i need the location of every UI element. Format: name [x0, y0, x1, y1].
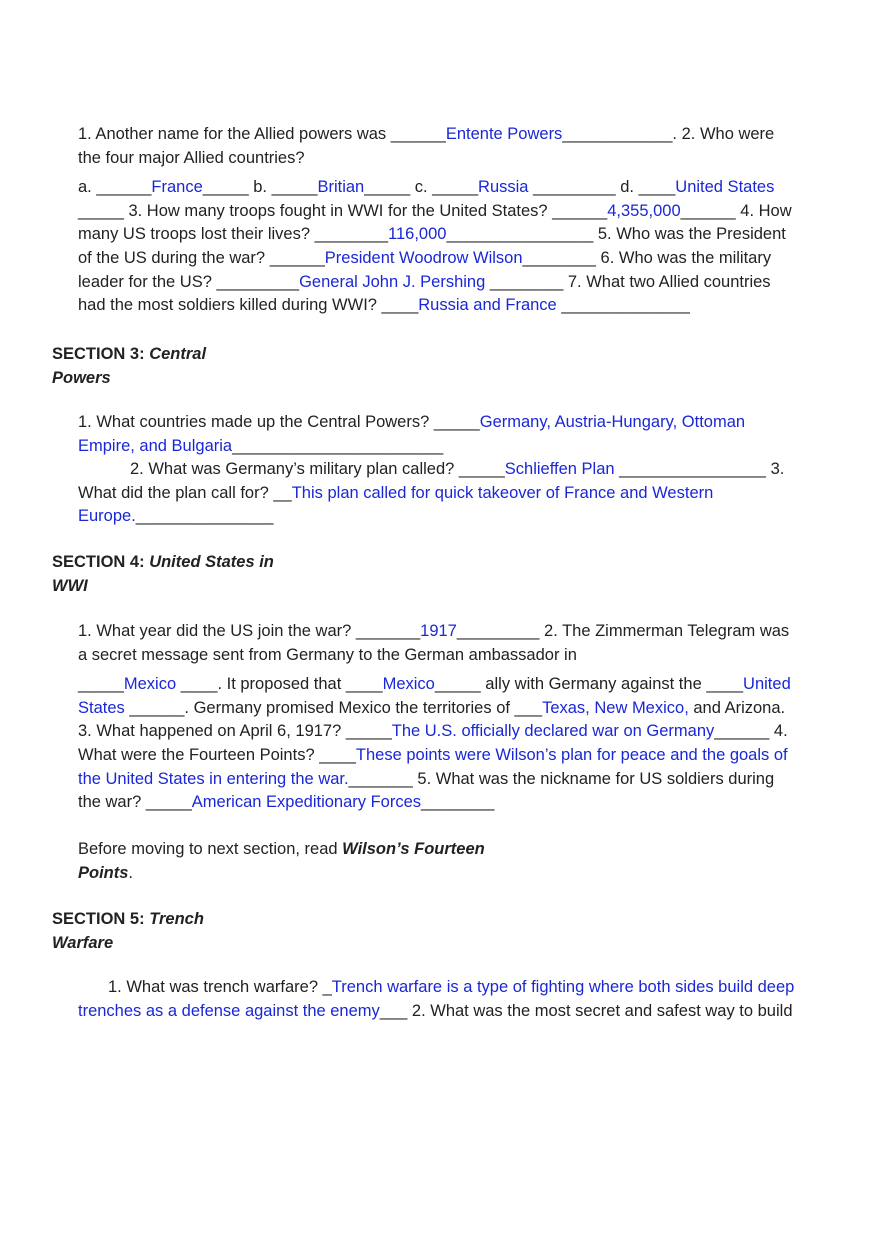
question-line: [78, 697, 828, 721]
answer-text: These points were Wilson’s plan for peace and the goals of: [355, 745, 788, 764]
question-line: [78, 720, 828, 744]
heading-title: Central: [149, 345, 207, 363]
answer-text: Texas, New Mexico,: [542, 698, 689, 717]
section-5-heading: [52, 907, 352, 955]
question-line: [78, 505, 828, 529]
answer-text: trenches as a defense against the enemy: [78, 1001, 380, 1020]
answer-text: American Expeditionary Forces: [191, 793, 422, 812]
answer-text: Europe.: [78, 507, 136, 526]
question-text: _________ d. ____: [528, 178, 676, 197]
question-text: What were the Fourteen Points? ____: [78, 745, 356, 764]
answer-text: the United States in entering the war.: [78, 769, 349, 788]
question-line: [78, 271, 828, 295]
question-line: [78, 791, 828, 815]
question-line: [78, 1000, 828, 1024]
heading-title: United States in: [149, 553, 274, 571]
question-text: 1. Another name for the Allied powers was ______: [78, 125, 446, 143]
question-text: of the US during the war? ______: [78, 248, 325, 267]
question-line: [78, 411, 828, 435]
question-text: ________________ 3.: [614, 460, 785, 479]
note-title: Points: [78, 863, 129, 882]
answer-text: 4,355,000: [607, 201, 681, 220]
question-text: ________: [421, 793, 495, 812]
us-in-wwi-questions: [78, 620, 828, 815]
answer-text: Russia and France: [418, 296, 557, 315]
question-text: 1. What countries made up the Central Powers? _____: [78, 413, 480, 431]
question-text: ________ 6. Who was the military: [522, 248, 772, 267]
question-text: 1. What was trench warfare? _: [108, 978, 332, 996]
central-powers-questions: [78, 411, 828, 529]
question-line: [78, 673, 828, 697]
question-text: ______ 4.: [714, 722, 788, 741]
answer-text: States: [78, 698, 125, 717]
heading-title: Trench: [149, 910, 204, 928]
question-line: [78, 768, 828, 792]
question-line: [78, 223, 828, 247]
answer-text: Britian: [317, 178, 365, 197]
heading-label: SECTION 4:: [52, 553, 150, 571]
answer-text: Mexico: [123, 675, 177, 694]
question-text: ______________: [556, 296, 690, 315]
heading-title: Powers: [52, 369, 111, 387]
answer-text: Empire, and Bulgaria: [78, 436, 233, 455]
answer-text: Schlieffen Plan: [504, 460, 615, 479]
question-line: [78, 294, 828, 318]
note-line: [78, 838, 828, 862]
question-text: a secret message sent from Germany to the German ambassador in: [78, 645, 577, 664]
question-line: [78, 976, 828, 1000]
question-line: [78, 147, 828, 171]
answer-text: Germany, Austria-Hungary, Ottoman: [479, 413, 746, 431]
question-line: [78, 123, 828, 147]
note-text: Before moving to next section, read: [78, 840, 343, 858]
note-line: [78, 862, 828, 886]
question-text: leader for the US? _________: [78, 272, 300, 291]
question-text: ________ 7. What two Allied countries: [485, 272, 771, 291]
answer-text: Entente Powers: [445, 125, 563, 143]
section-4-heading: [52, 550, 352, 598]
question-text: ________________ 5. Who was the President: [446, 225, 786, 244]
question-text: 2. What was Germany’s military plan called? _____: [130, 460, 505, 479]
question-text: ______. Germany promised Mexico the territories of ___: [124, 698, 543, 717]
trench-warfare-questions: [78, 976, 828, 1023]
answer-text: United: [743, 675, 791, 694]
heading-title: Warfare: [52, 934, 114, 952]
allied-questions: [78, 123, 828, 318]
answer-text: Russia: [478, 178, 529, 197]
question-line: [78, 644, 828, 668]
question-text: _______ 5. What was the nickname for US soldiers during: [348, 769, 775, 788]
note-title: Wilson’s Fourteen: [342, 840, 485, 858]
heading-label: SECTION 5:: [52, 910, 150, 928]
question-line: [78, 247, 828, 271]
answer-text: Mexico: [382, 675, 435, 694]
question-text: _____ c. _____: [364, 178, 479, 197]
question-text: the war? _____: [78, 793, 192, 812]
question-text: the four major Allied countries?: [78, 148, 305, 167]
question-text: _______________: [135, 507, 274, 526]
question-text: _________ 2. The Zimmerman Telegram was: [456, 622, 790, 640]
answer-text: Trench warfare is a type of fighting where both sides build deep: [331, 978, 795, 996]
question-line: [78, 435, 828, 459]
question-text: had the most soldiers killed during WWI? ____: [78, 296, 419, 315]
question-line: [78, 620, 828, 644]
question-text: ___ 2. What was the most secret and safest way to build: [379, 1001, 793, 1020]
question-text: 3. What happened on April 6, 1917? _____: [78, 722, 392, 741]
heading-label: SECTION 3:: [52, 345, 150, 363]
answer-text: President Woodrow Wilson: [324, 248, 523, 267]
question-text: ____. It proposed that ____: [176, 675, 383, 694]
question-text: a. ______: [78, 178, 152, 197]
question-text: and Arizona.: [688, 698, 786, 717]
section-3-heading: [52, 342, 352, 390]
question-line: [78, 744, 828, 768]
question-text: _____: [78, 675, 124, 694]
question-text: 1. What year did the US join the war? _______: [78, 622, 421, 640]
question-line: [78, 200, 828, 224]
heading-title: WWI: [52, 577, 88, 595]
question-line: [78, 458, 828, 482]
question-line: [78, 176, 828, 200]
answer-text: This plan called for quick takeover of France and Western: [291, 483, 714, 502]
answer-text: 116,000: [388, 225, 447, 244]
question-text: ______ 4. How: [680, 201, 792, 220]
question-line: [78, 482, 828, 506]
reading-note: [78, 838, 828, 885]
note-text: .: [128, 863, 134, 882]
question-text: many US troops lost their lives? ________: [78, 225, 389, 244]
question-text: _______________________: [232, 436, 444, 455]
answer-text: General John J. Pershing: [299, 272, 486, 291]
question-text: _____ ally with Germany against the ____: [434, 675, 744, 694]
question-text: ____________. 2. Who were: [562, 125, 775, 143]
answer-text: France: [151, 178, 203, 197]
answer-text: United States: [675, 178, 775, 197]
question-text: What did the plan call for? __: [78, 483, 292, 502]
question-text: _____ b. _____: [202, 178, 318, 197]
answer-text: 1917: [420, 622, 457, 640]
answer-text: The U.S. officially declared war on Germany: [391, 722, 715, 741]
question-text: _____ 3. How many troops fought in WWI for the United States? ______: [78, 201, 608, 220]
